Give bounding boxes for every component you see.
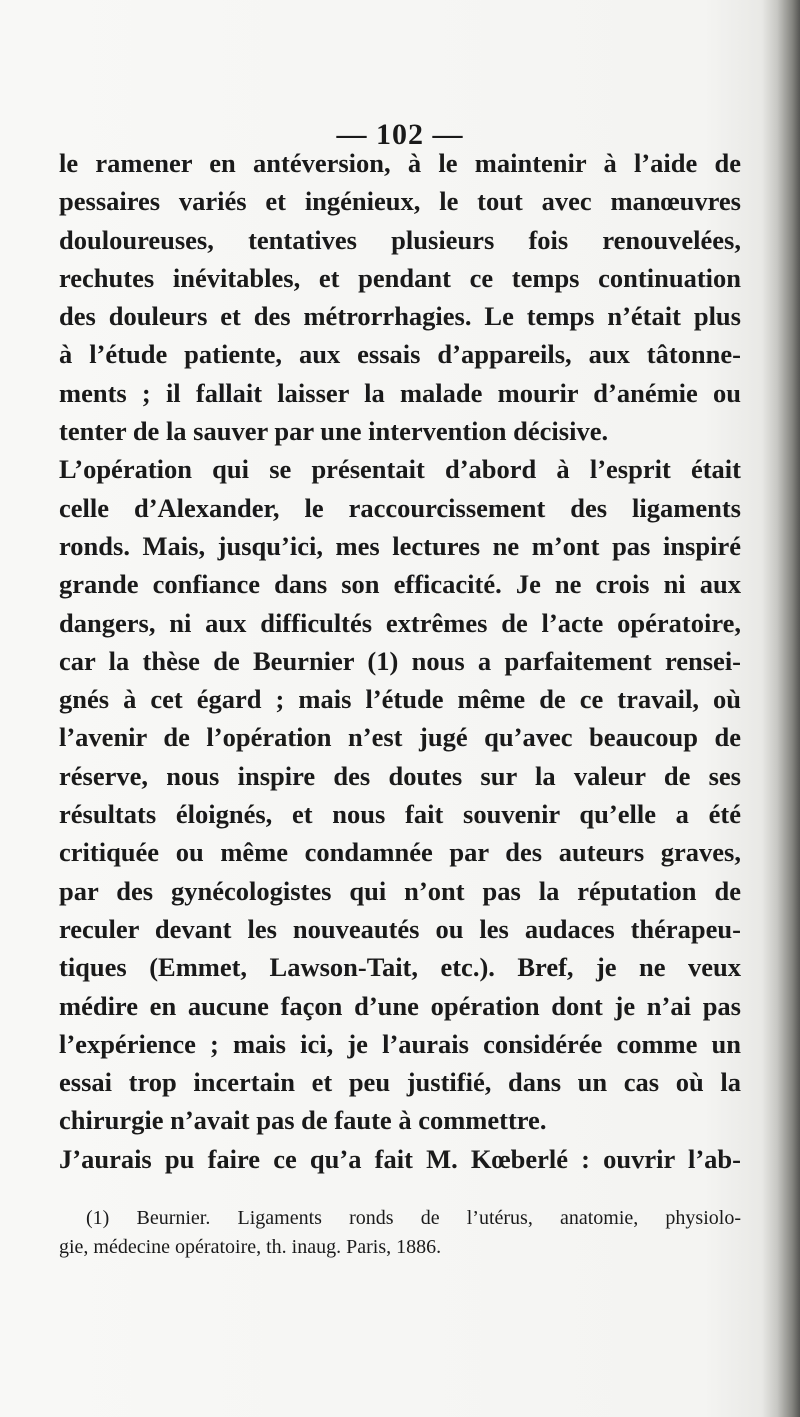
text-line: ronds. Mais, jusqu’ici, mes lectures ne m’ont pas inspiré xyxy=(59,530,741,561)
text-line: dangers, ni aux difficultés extrêmes de l’acte opératoire, xyxy=(59,607,741,638)
text-line: car la thèse de Beurnier (1) nous a parfaitement rensei- xyxy=(59,645,741,676)
text-line: grande confiance dans son efficacité. Je ne crois ni aux xyxy=(59,569,741,600)
page-edge-shadow xyxy=(762,0,800,1417)
text-line: critiquée ou même condamnée par des auteurs graves, xyxy=(59,837,741,868)
text-line: des douleurs et des métrorrhagies. Le temps n’était plus xyxy=(59,301,741,332)
text-line: J’aurais pu faire ce qu’a fait M. Kœberlé : ouvrir l’ab- xyxy=(59,1143,741,1174)
text-line: par des gynécologistes qui n’ont pas la réputation de xyxy=(59,875,741,906)
text-line: ments ; il fallait laisser la malade mourir d’anémie ou xyxy=(59,377,741,408)
footnote-line: gie, médecine opératoire, th. inaug. Paris, 1886. xyxy=(59,1236,442,1258)
text-line: gnés à cet égard ; mais l’étude même de ce travail, où xyxy=(59,684,741,715)
text-line: l’avenir de l’opération n’est jugé qu’avec beaucoup de xyxy=(59,722,741,753)
text-line: réserve, nous inspire des doutes sur la valeur de ses xyxy=(59,760,741,791)
text-line: résultats éloignés, et nous fait souvenir qu’elle a été xyxy=(59,799,741,830)
text-line: rechutes inévitables, et pendant ce temps continuation xyxy=(59,262,741,293)
text-line: celle d’Alexander, le raccourcissement des ligaments xyxy=(59,492,741,523)
text-line: L’opération qui se présentait d’abord à l’esprit était xyxy=(59,454,741,485)
text-line: essai trop incertain et peu justifié, dans un cas où la xyxy=(59,1067,741,1098)
page-number: — 102 — xyxy=(336,118,464,151)
text-line: à l’étude patiente, aux essais d’appareils, aux tâtonne- xyxy=(59,339,741,370)
text-line: pessaires variés et ingénieux, le tout avec manœuvres xyxy=(59,186,741,217)
text-line: douloureuses, tentatives plusieurs fois renouvelées, xyxy=(59,224,741,255)
text-line: reculer devant les nouveautés ou les audaces thérapeu- xyxy=(59,913,741,944)
main-text xyxy=(59,144,741,1178)
footnote-line: (1) Beurnier. Ligaments ronds de l’utérus, anatomie, physiolo- xyxy=(86,1207,741,1229)
text-line: l’expérience ; mais ici, je l’aurais considérée comme un xyxy=(59,1028,741,1059)
footnote xyxy=(59,1204,741,1262)
text-line: médire en aucune façon d’une opération dont je n’ai pas xyxy=(59,990,741,1021)
text-line: le ramener en antéversion, à le maintenir à l’aide de xyxy=(59,148,741,178)
text-line: tenter de la sauver par une intervention décisive. xyxy=(59,416,609,447)
text-line: tiques (Emmet, Lawson-Tait, etc.). Bref, je ne veux xyxy=(59,952,741,983)
text-line: chirurgie n’avait pas de faute à commettre. xyxy=(59,1105,547,1136)
